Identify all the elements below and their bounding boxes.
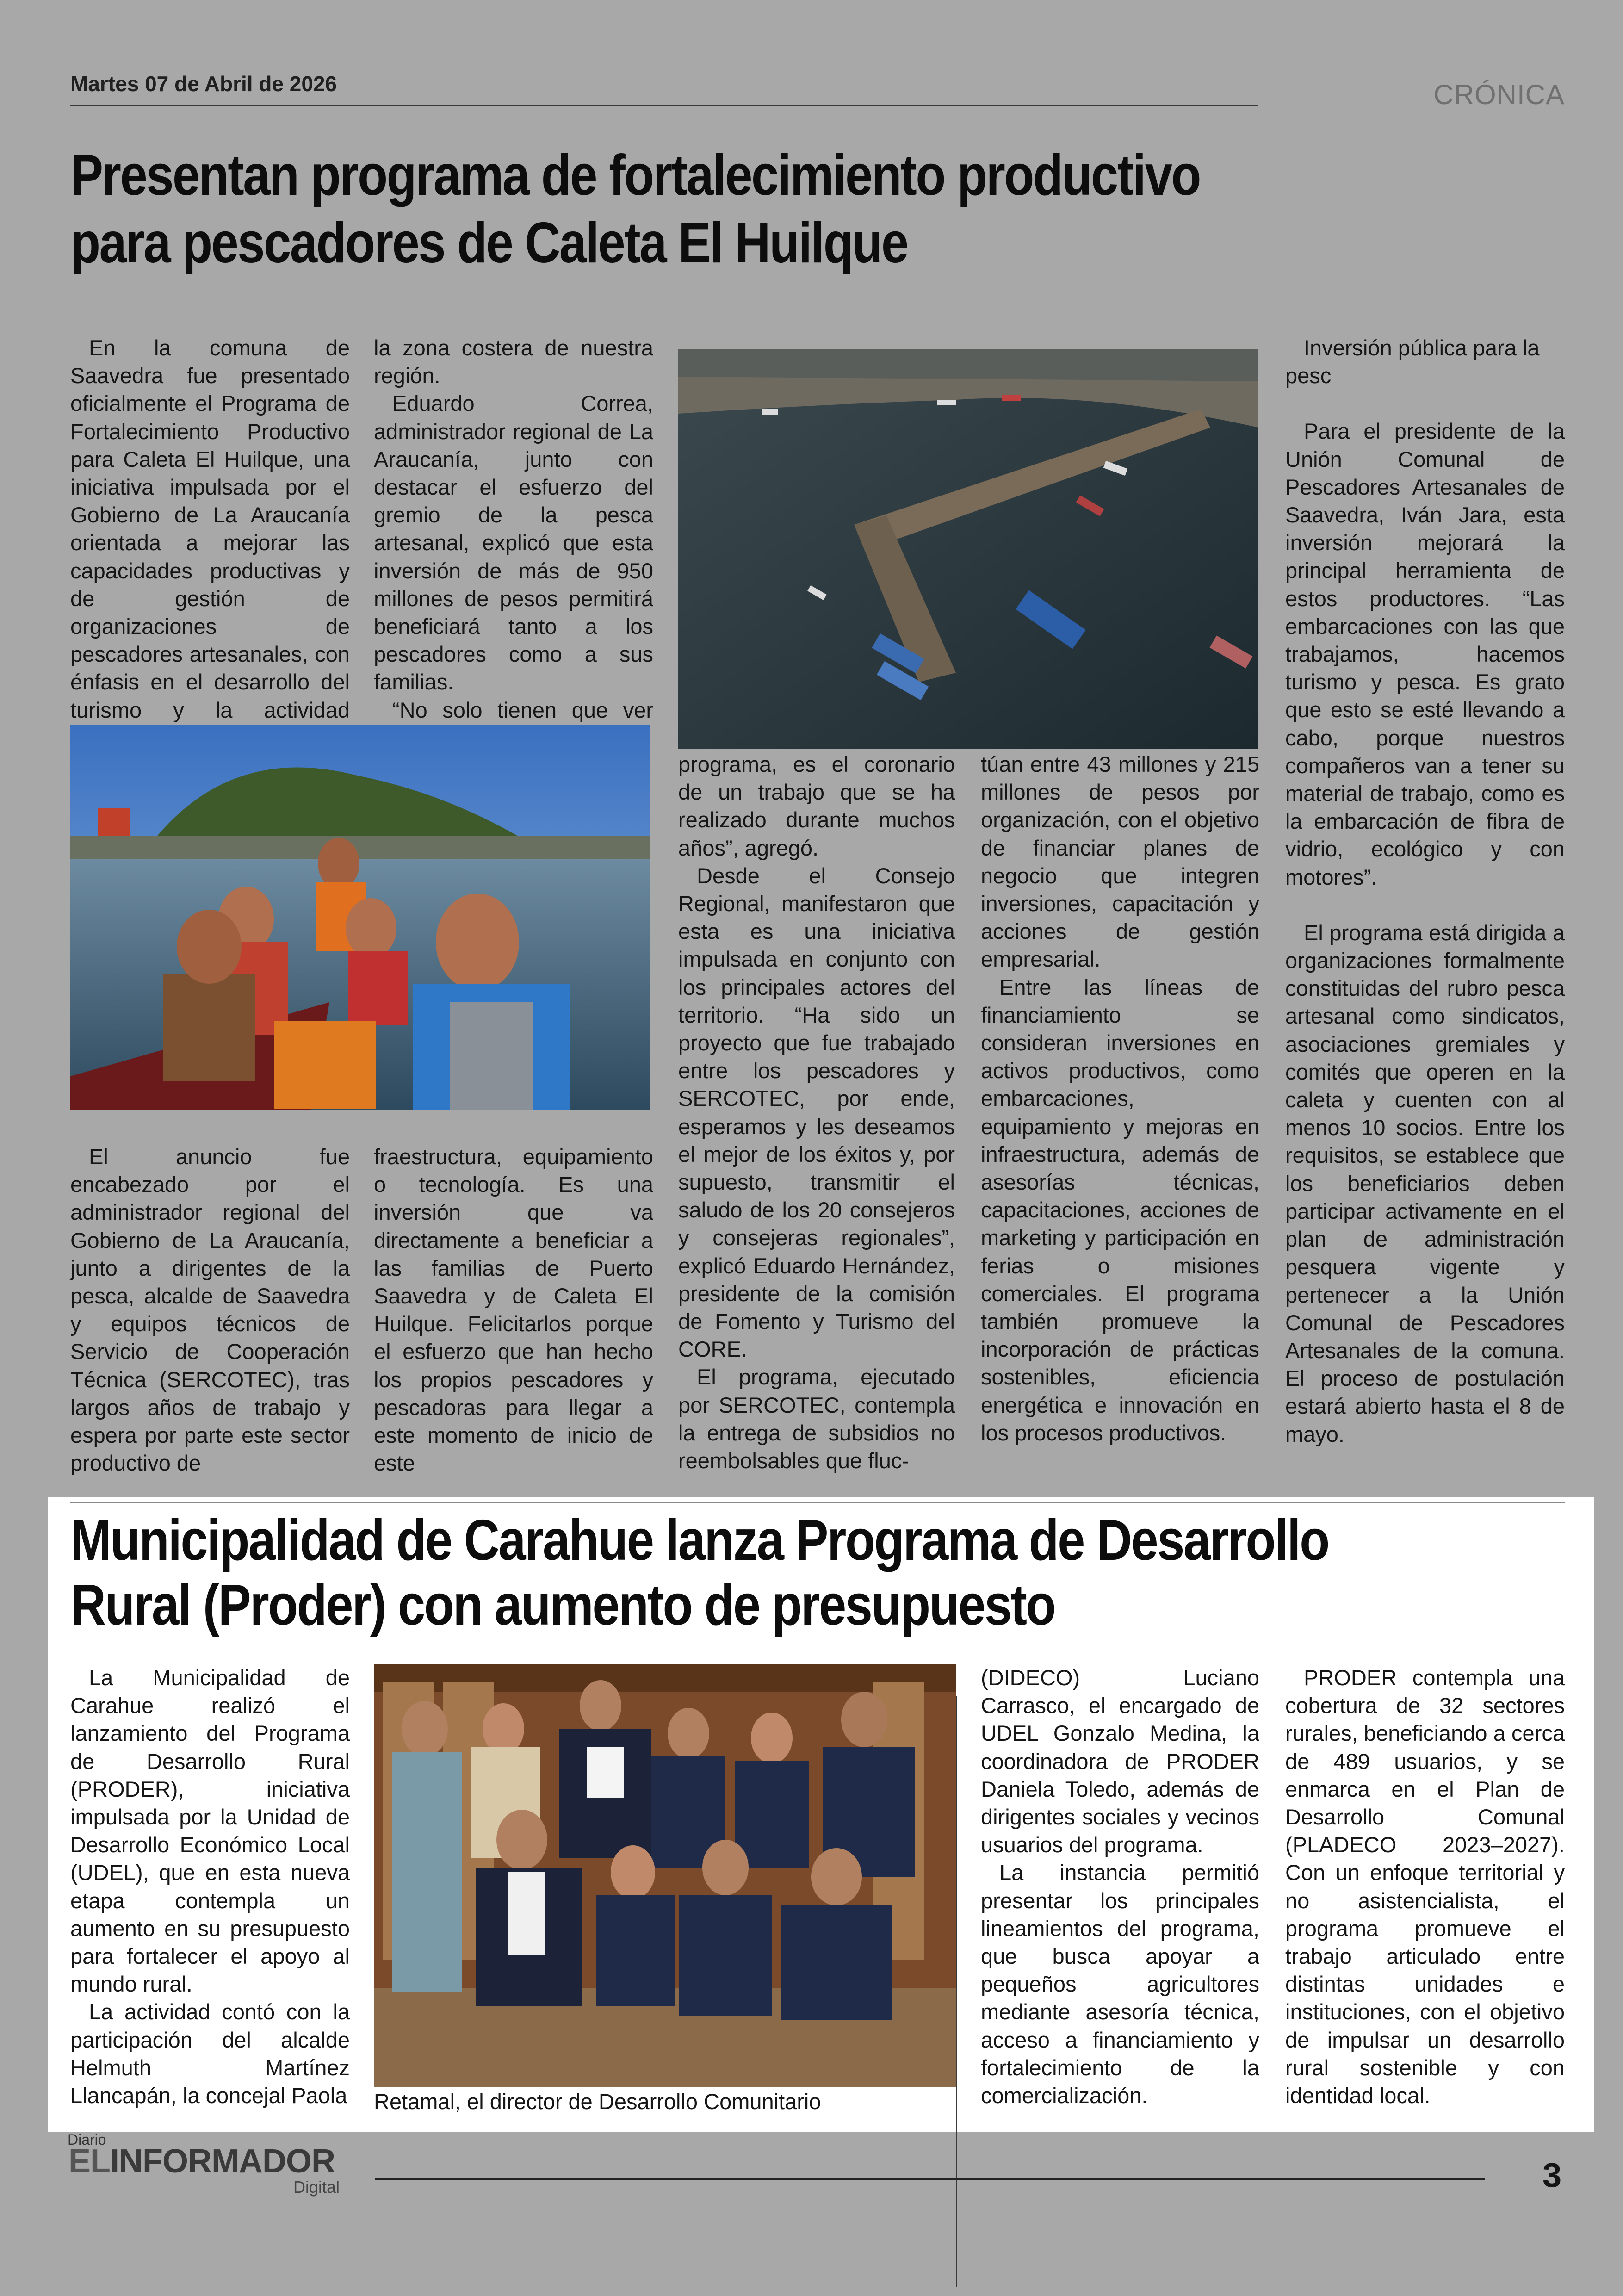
- photo-caption-continuation: Retamal, el director de Desarrollo Comunitario: [374, 2089, 821, 2114]
- logo-el: EL: [68, 2143, 111, 2180]
- paragraph: (DIDECO) Luciano Carrasco, el encargado de UDEL Gonzalo Medina, la coordinadora de PRODER Daniela Toledo, además de dirigentes sociales y vecinos usuarios del programa.: [981, 1665, 1259, 1857]
- article2-top-rule: [70, 1502, 1565, 1503]
- article1-col1-top: [70, 334, 350, 752]
- section-label: CRÓNICA: [1433, 79, 1565, 110]
- logo-digital-text: Digital: [293, 2178, 340, 2197]
- newspaper-logo: [68, 2142, 335, 2180]
- officials-group-photo: [374, 1664, 956, 2087]
- paragraph: La instancia permitió presentar los principales lineamientos del programa, que busca apoyar a pequeños agricultores mediante asesoría técnica, acceso a financiamiento y fortalecimiento de la comercialización.: [981, 1860, 1259, 2108]
- header-rule: [70, 105, 1258, 106]
- article2-col4: [1285, 1664, 1565, 2110]
- article1-col2-top: [374, 334, 653, 752]
- article1-headline-line1: Presentan programa de fortalecimiento productivo: [70, 143, 1200, 207]
- paragraph: El anuncio fue encabezado por el administrador regional del Gobierno de La Araucanía, junto a dirigentes de la pesca, alcalde de Saavedra y equipos técnicos de Servicio de Cooperación Técnica (SERCOTEC), tras largos años de trabajo y espera por parte este sector productivo de: [70, 1144, 350, 1476]
- paragraph: Desde el Consejo Regional, manifestaron que esta es una iniciativa impulsada en conjunto con los principales actores del territorio. “Ha sido un proyecto que fue trabajado entre los pescadores y SERCOTEC, por ende, esperamos y les deseamos el mejor de los éxitos y, por supuesto, transmitir el saludo de los 20 consejeros y consejeras regionales”, explicó Eduardo Hernández, presidente de la comisión de Fomento y Turismo del CORE.: [678, 863, 955, 1362]
- paragraph: programa, es el coronario de un trabajo que se ha realizado durante muchos años”, agregó.: [678, 752, 955, 860]
- paragraph: El programa, ejecutado por SERCOTEC, contempla la entrega de subsidios no reembolsables que fluc-: [678, 1365, 955, 1473]
- paragraph: Para el presidente de la Unión Comunal de Pescadores Artesanales de Saavedra, Iván Jara, esta inversión mejorará la principal herramienta de estos productores. “Las embarcaciones con las que trabajamos, hacemos turismo y pesca. Es grato que esto se esté llevando a cabo, porque nuestros compañeros van a tener su material de trabajo, como es la embarcación de fibra de vidrio, ecológico y con motores”.: [1285, 419, 1565, 889]
- paragraph: PRODER contempla una cobertura de 32 sectores rurales, beneficiando a cerca de 489 usuarios, y se enmarca en el Plan de Desarrollo Comunal (PLADECO 2023–2027). Con un enfoque territorial y no asistencialista, el programa promueve el trabajo articulado entre distintas unidades e instituciones, con el objetivo de impulsar un desarrollo rural sostenible y con identidad local.: [1285, 1665, 1565, 2108]
- article1-headline-line2: para pescadores de Caleta El Huilque: [70, 211, 908, 275]
- article1-col2-bottom: [374, 1143, 653, 1477]
- article1-col1-bottom: [70, 1143, 350, 1477]
- fishermen-boat-photo: [70, 725, 650, 1110]
- paragraph: la zona costera de nuestra región.: [374, 335, 653, 388]
- paragraph: La Municipalidad de Carahue realizó el lanzamiento del Programa de Desarrollo Rural (PRODER), iniciativa impulsada por la Unidad de Desarrollo Económico Local (UDEL), que en esta nueva etapa contempla un aumento en su presupuesto para fortalecer el apoyo al mundo rural.: [70, 1665, 350, 1997]
- article2-headline-line2: Rural (Proder) con aumento de presupuesto: [70, 1573, 1055, 1637]
- paragraph: Eduardo Correa, administrador regional de La Araucanía, junto con destacar el esfuerzo del gremio de la pesca artesanal, explicó que esta inversión de más de 950 millones de pesos permitirá beneficiará tanto a los pescadores como a sus familias.: [374, 391, 653, 695]
- issue-date: Martes 07 de Abril de 2026: [70, 72, 337, 96]
- logo-diario-text: Diario: [68, 2131, 106, 2148]
- paragraph: El programa está dirigida a organizaciones formalmente constituidas del rubro pesca artesanal como sindicatos, asociaciones gremiales y comités que operen en la caleta y cuenten con al menos 10 socios. Entre los requisitos, se establece que los beneficiarios deben participar activamente en el plan de administración pesquera vigente y pertenecer a la Unión Comunal de Pescadores Artesanales de la comuna. El proceso de postulación estará abierto hasta el 8 de mayo.: [1285, 920, 1565, 1446]
- article1-col3: [678, 751, 955, 1475]
- page-number: 3: [1542, 2156, 1562, 2194]
- article2-col3: [981, 1664, 1259, 2110]
- aerial-harbor-photo: [678, 349, 1258, 749]
- paragraph: túan entre 43 millones y 215 millones de pesos por organización, con el objetivo de financiar planes de negocio que integren inversiones, capacitación y acciones de gestión empresarial.: [981, 752, 1259, 972]
- subheading: Inversión pública para la pesc: [1285, 335, 1540, 388]
- article1-col4: [981, 751, 1259, 1447]
- article1-col5: [1285, 334, 1565, 1448]
- logo-informador: INFORMADOR: [110, 2143, 335, 2180]
- paragraph: “No solo tienen que ver: [392, 697, 653, 722]
- article2-headline-line1: Municipalidad de Carahue lanza Programa de Desarrollo: [70, 1508, 1329, 1572]
- paragraph: fraestructura, equipamiento o tecnología. Es una inversión que va directamente a beneficiar a las familias de Puerto Saavedra y de Caleta El Huilque. Felicitarlos porque el esfuerzo que han hecho los propios pescadores y pescadoras para llegar a este momento de inicio de este: [374, 1144, 653, 1476]
- paragraph: La actividad contó con la participación del alcalde Helmuth Martínez Llancapán, la concejal Paola: [70, 1999, 350, 2108]
- footer-rule: [375, 2178, 1485, 2180]
- article2-col1: [70, 1664, 350, 2110]
- paragraph: En la comuna de Saavedra fue presentado oficialmente el Programa de Fortalecimiento Productivo para Caleta El Huilque, una iniciativa impulsada por el Gobierno de La Araucanía orientada a mejorar las capacidades productivas y de gestión de organizaciones de pescadores artesanales, con énfasis en el desarrollo del turismo y la actividad: [70, 335, 350, 722]
- column-divider: [956, 1696, 957, 2287]
- paragraph: Entre las líneas de financiamiento se consideran inversiones en activos productivos, como embarcaciones, equipamiento y mejoras en infraestructura, además de asesorías técnicas, capacitaciones, acciones de marketing y participación en ferias o misiones comerciales. El programa también promueve la incorporación de prácticas sostenibles, eficiencia energética e innovación en los procesos productivos.: [981, 974, 1259, 1445]
